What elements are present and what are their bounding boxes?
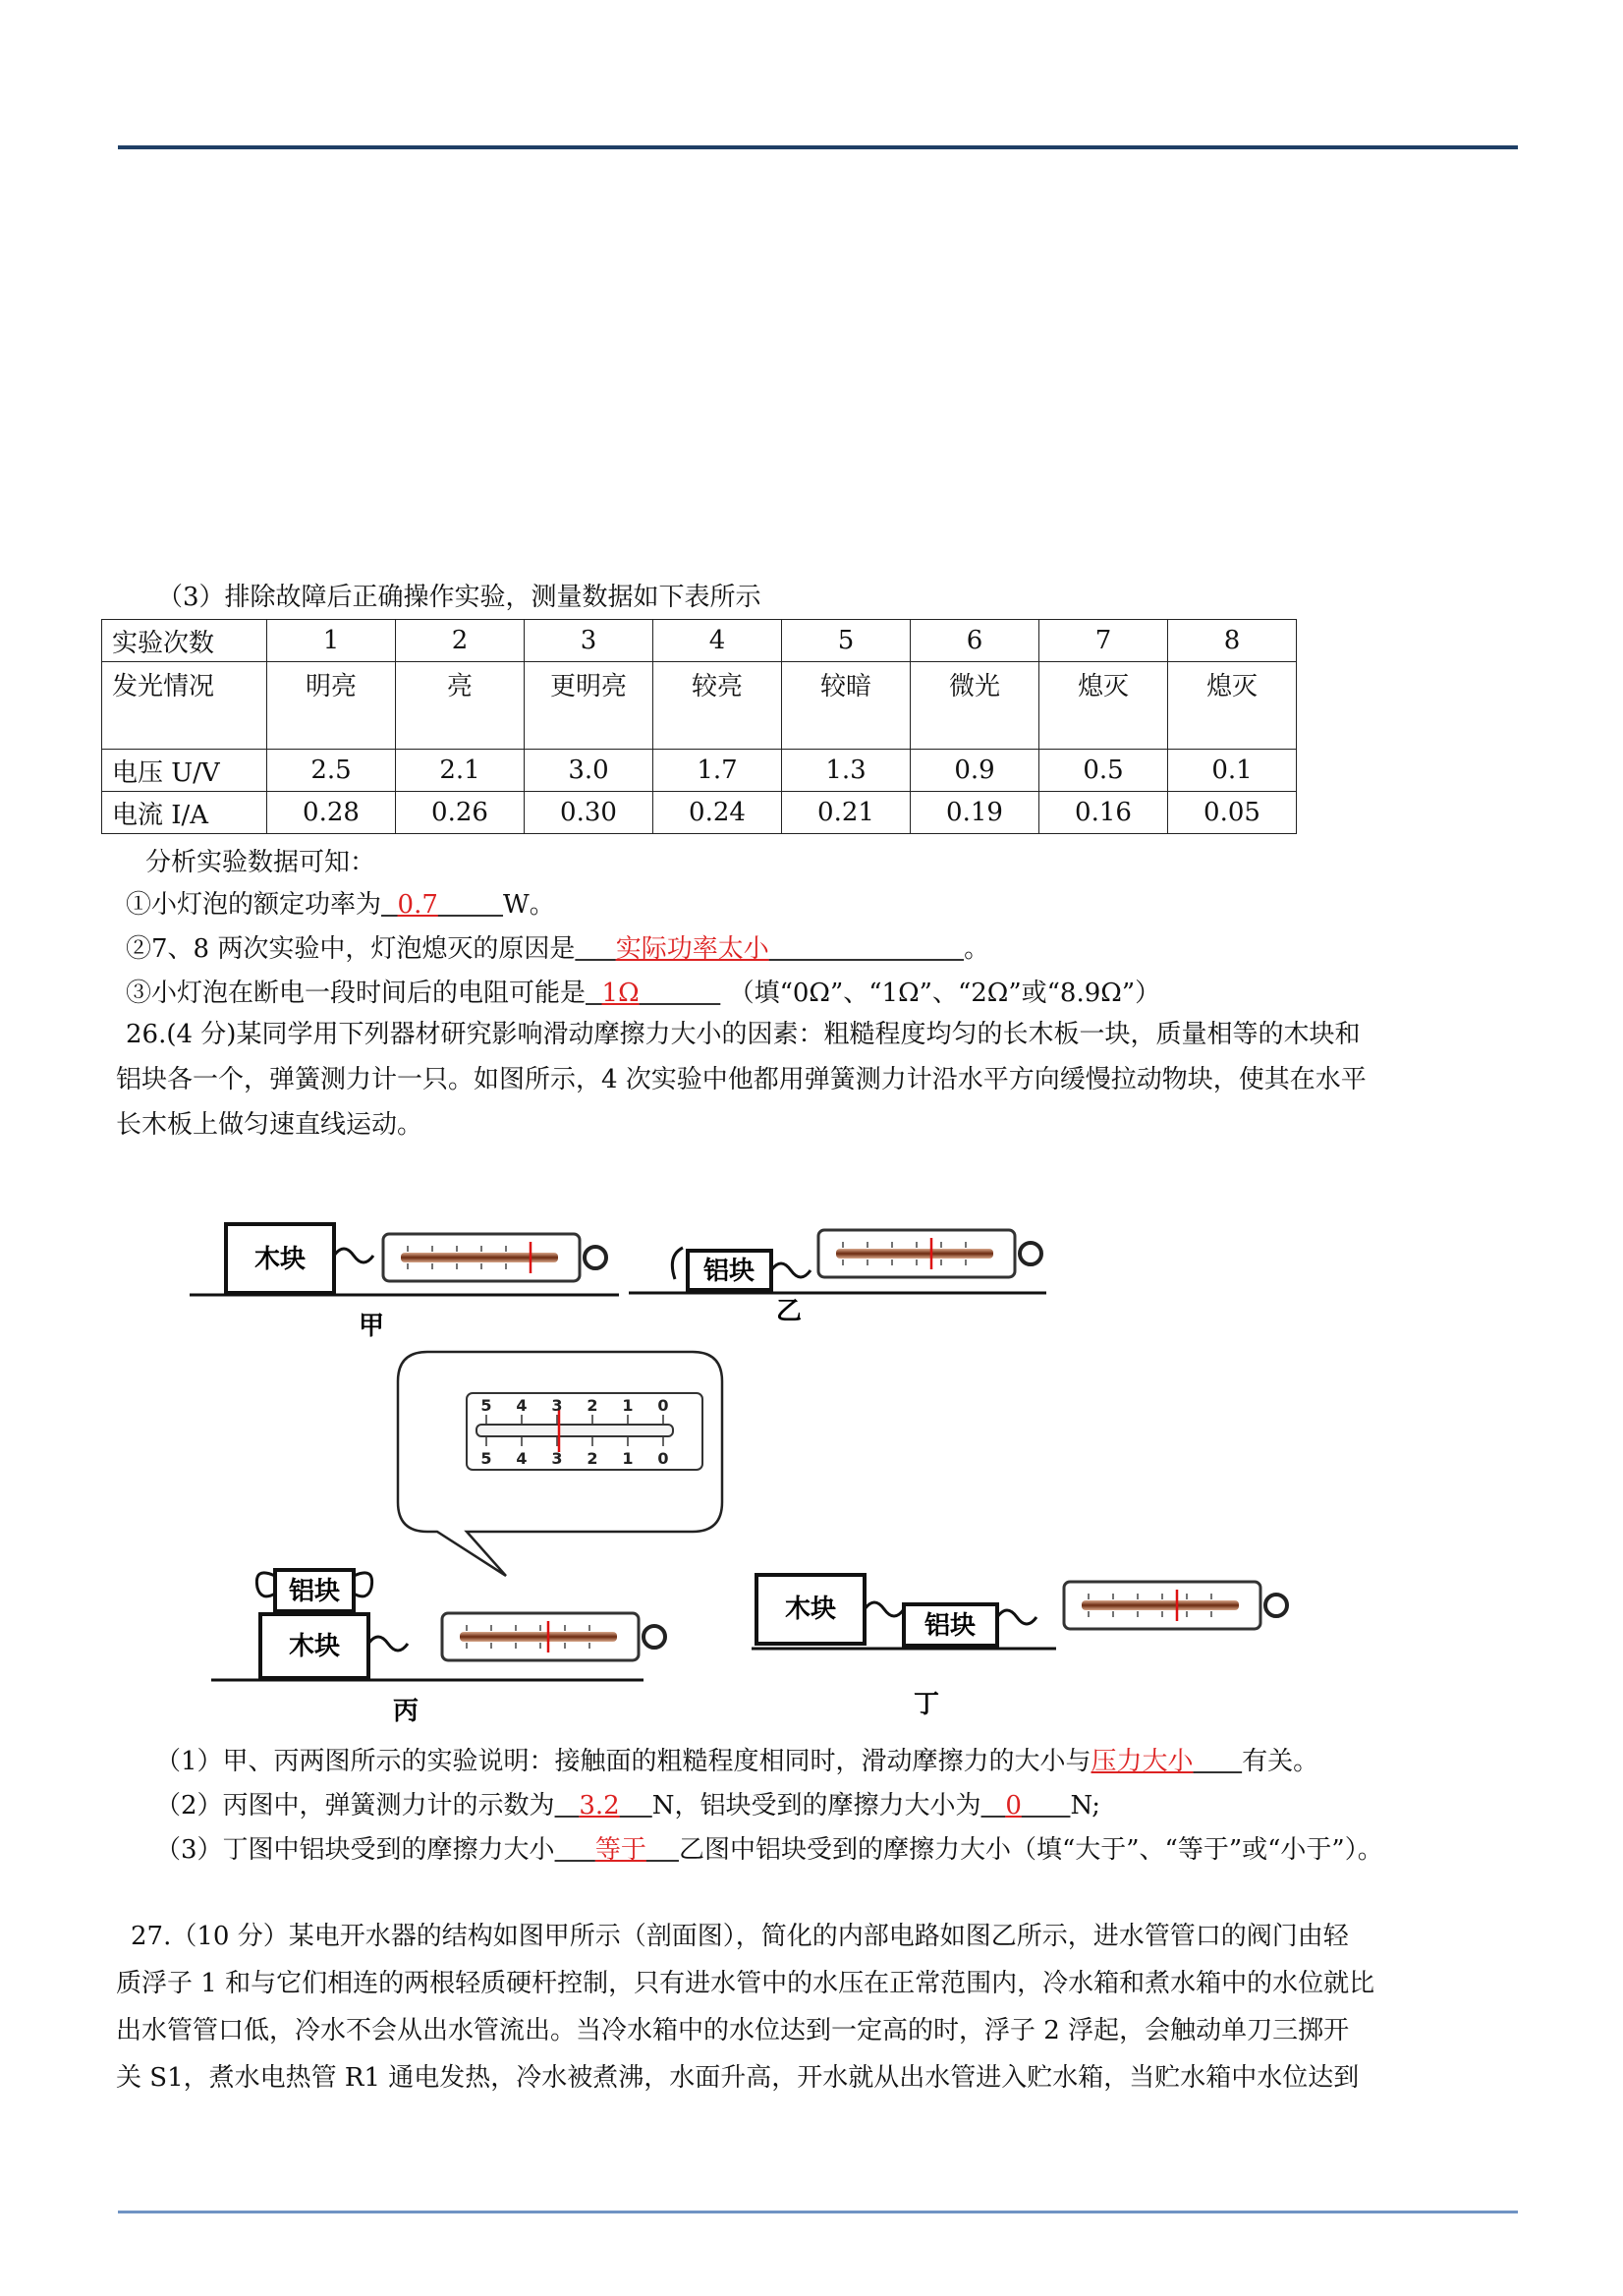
answer-compare: 等于 xyxy=(594,1835,646,1865)
table-cell: 1.7 xyxy=(653,750,782,792)
table-cell: 7 xyxy=(1039,620,1168,662)
wood-block-label: 木块 xyxy=(288,1632,341,1661)
table-cell: 较暗 xyxy=(782,662,911,750)
table-cell: 8 xyxy=(1168,620,1297,662)
table-cell: 0.1 xyxy=(1168,750,1297,792)
table-cell: 2.1 xyxy=(396,750,525,792)
q27-text: 27.（10 分）某电开水器的结构如图甲所示（剖面图），简化的内部电路如图乙所示，进水管管口的阀门由轻 质浮子 1 和与它们相连的两根轻质硬杆控制，只有进水管中的水压在正常范围内，冷水箱和煮水箱中的水位就比 出水管管口低，冷水不会从出水管流出。当冷水箱中的水位达到一定高的时，浮子 2 浮起，会触动单刀三掷开 关 S1，煮水电热管 R1 通电发热，冷水被煮沸，水面升高，开水就从出水管进入贮水箱，当贮水箱中水位达到 xyxy=(116,1922,1375,2093)
table-cell: 0.19 xyxy=(911,792,1039,834)
table-row xyxy=(102,750,1297,792)
spring-scale-jia xyxy=(383,1234,606,1281)
answer-pressure: 压力大小 xyxy=(1091,1747,1194,1776)
aluminium-block-label: 铝块 xyxy=(288,1577,341,1606)
figure-label-ding: 丁 xyxy=(914,1690,940,1719)
tick-label: 5 xyxy=(480,1449,492,1468)
row-header: 实验次数 xyxy=(102,620,267,662)
table-cell: 0.05 xyxy=(1168,792,1297,834)
q26-sub2: （2）丙图中，弹簧测力计的示数为 3.2 N，铝块受到的摩擦力大小为 0 N; xyxy=(155,1791,1101,1820)
table-cell: 0.24 xyxy=(653,792,782,834)
table-cell: 亮 xyxy=(396,662,525,750)
wood-block-label: 木块 xyxy=(784,1595,837,1624)
wood-block-label: 木块 xyxy=(253,1245,307,1274)
q25-part3-intro: （3）排除故障后正确操作实验，测量数据如下表所示 xyxy=(157,583,761,612)
answer-resistance: 1Ω xyxy=(601,979,640,1008)
answer-rated-power: 0.7 xyxy=(397,890,438,920)
q25-sub1: ①小灯泡的额定功率为 0.7 W。 xyxy=(126,890,555,920)
table-cell: 0.21 xyxy=(782,792,911,834)
analysis-heading: 分析实验数据可知： xyxy=(145,848,376,877)
hook-icon xyxy=(771,1263,811,1277)
figure-label-jia: 甲 xyxy=(359,1312,385,1341)
tick-label: 2 xyxy=(587,1396,598,1415)
table-cell: 0.9 xyxy=(911,750,1039,792)
table-row xyxy=(102,792,1297,834)
table-cell: 2 xyxy=(396,620,525,662)
hook-icon xyxy=(334,1249,373,1262)
table-cell: 微光 xyxy=(911,662,1039,750)
figure-label-yi: 乙 xyxy=(776,1297,803,1326)
answer-alu-friction: 0 xyxy=(1005,1791,1022,1820)
friction-experiment-figure xyxy=(182,1197,1331,1727)
tick-label: 4 xyxy=(516,1396,528,1415)
table-cell: 较亮 xyxy=(653,662,782,750)
q26-sub3: （3）丁图中铝块受到的摩擦力大小 等于 乙图中铝块受到的摩擦力大小（填“大于”、“等于”或“小于”）。 xyxy=(155,1835,1383,1865)
table-row xyxy=(102,620,1297,662)
tick-label: 5 xyxy=(480,1396,492,1415)
header-rule xyxy=(118,145,1518,149)
q26-intro: 26.(4 分)某同学用下列器材研究影响滑动摩擦力大小的因素：粗糙程度均匀的长木板一块，质量相等的木块和 铝块各一个，弹簧测力计一只。如图所示，4 次实验中他都用弹簧测力计沿水平方向缓慢拉动物块，使其在水平 长木板上做匀速直线运动。 xyxy=(116,1020,1367,1140)
tick-label: 1 xyxy=(622,1396,634,1415)
table-cell: 1.3 xyxy=(782,750,911,792)
table-cell: 3 xyxy=(525,620,653,662)
hook-icon xyxy=(256,1573,275,1596)
aluminium-block-label: 铝块 xyxy=(923,1611,977,1641)
table-cell: 明亮 xyxy=(267,662,396,750)
table-cell: 0.28 xyxy=(267,792,396,834)
row-header: 电流 I/A xyxy=(102,792,267,834)
table-cell: 更明亮 xyxy=(525,662,653,750)
hook-icon xyxy=(368,1637,408,1651)
table-cell: 熄灭 xyxy=(1168,662,1297,750)
q25-sub2: ②7、8 两次实验中，灯泡熄灭的原因是 实际功率太小 。 xyxy=(126,934,990,964)
table-cell: 0.5 xyxy=(1039,750,1168,792)
tick-label: 3 xyxy=(551,1449,563,1468)
answer-lamp-off-reason: 实际功率太小 xyxy=(615,934,769,964)
tick-label: 0 xyxy=(657,1449,669,1468)
q26-sub1: （1）甲、丙两图所示的实验说明：接触面的粗糙程度相同时，滑动摩擦力的大小与压力大小 有关。 xyxy=(155,1747,1319,1776)
tick-label: 1 xyxy=(622,1449,634,1468)
tick-label: 4 xyxy=(516,1449,528,1468)
table-cell: 0.26 xyxy=(396,792,525,834)
q25-sub3: ③小灯泡在断电一段时间后的电阻可能是 1Ω （填“0Ω”、“1Ω”、“2Ω”或“8.9Ω”） xyxy=(126,979,1161,1008)
row-header: 发光情况 xyxy=(102,662,267,750)
figure-label-bing: 丙 xyxy=(393,1697,420,1726)
table-cell: 0.30 xyxy=(525,792,653,834)
table-cell: 熄灭 xyxy=(1039,662,1168,750)
hook-icon xyxy=(865,1602,904,1616)
table-cell: 0.16 xyxy=(1039,792,1168,834)
table-cell: 1 xyxy=(267,620,396,662)
table-cell: 6 xyxy=(911,620,1039,662)
tick-label: 2 xyxy=(587,1449,598,1468)
tick-label: 0 xyxy=(657,1396,669,1415)
aluminium-block-label: 铝块 xyxy=(702,1257,756,1286)
table-cell: 4 xyxy=(653,620,782,662)
table-cell: 2.5 xyxy=(267,750,396,792)
footer-rule xyxy=(118,2211,1518,2213)
table-cell: 3.0 xyxy=(525,750,653,792)
spring-scale-yi xyxy=(818,1230,1041,1277)
spring-scale-ding xyxy=(1064,1582,1287,1629)
spring-scale-bing xyxy=(442,1613,665,1660)
tick-label: 3 xyxy=(551,1396,563,1415)
zoomed-scale xyxy=(467,1393,702,1470)
measurement-table xyxy=(101,619,1297,834)
hook-icon xyxy=(354,1573,372,1596)
answer-scale-reading: 3.2 xyxy=(579,1791,620,1820)
hook-icon xyxy=(997,1610,1036,1624)
table-cell: 5 xyxy=(782,620,911,662)
table-row xyxy=(102,662,1297,750)
hook-icon xyxy=(672,1248,683,1279)
row-header: 电压 U/V xyxy=(102,750,267,792)
